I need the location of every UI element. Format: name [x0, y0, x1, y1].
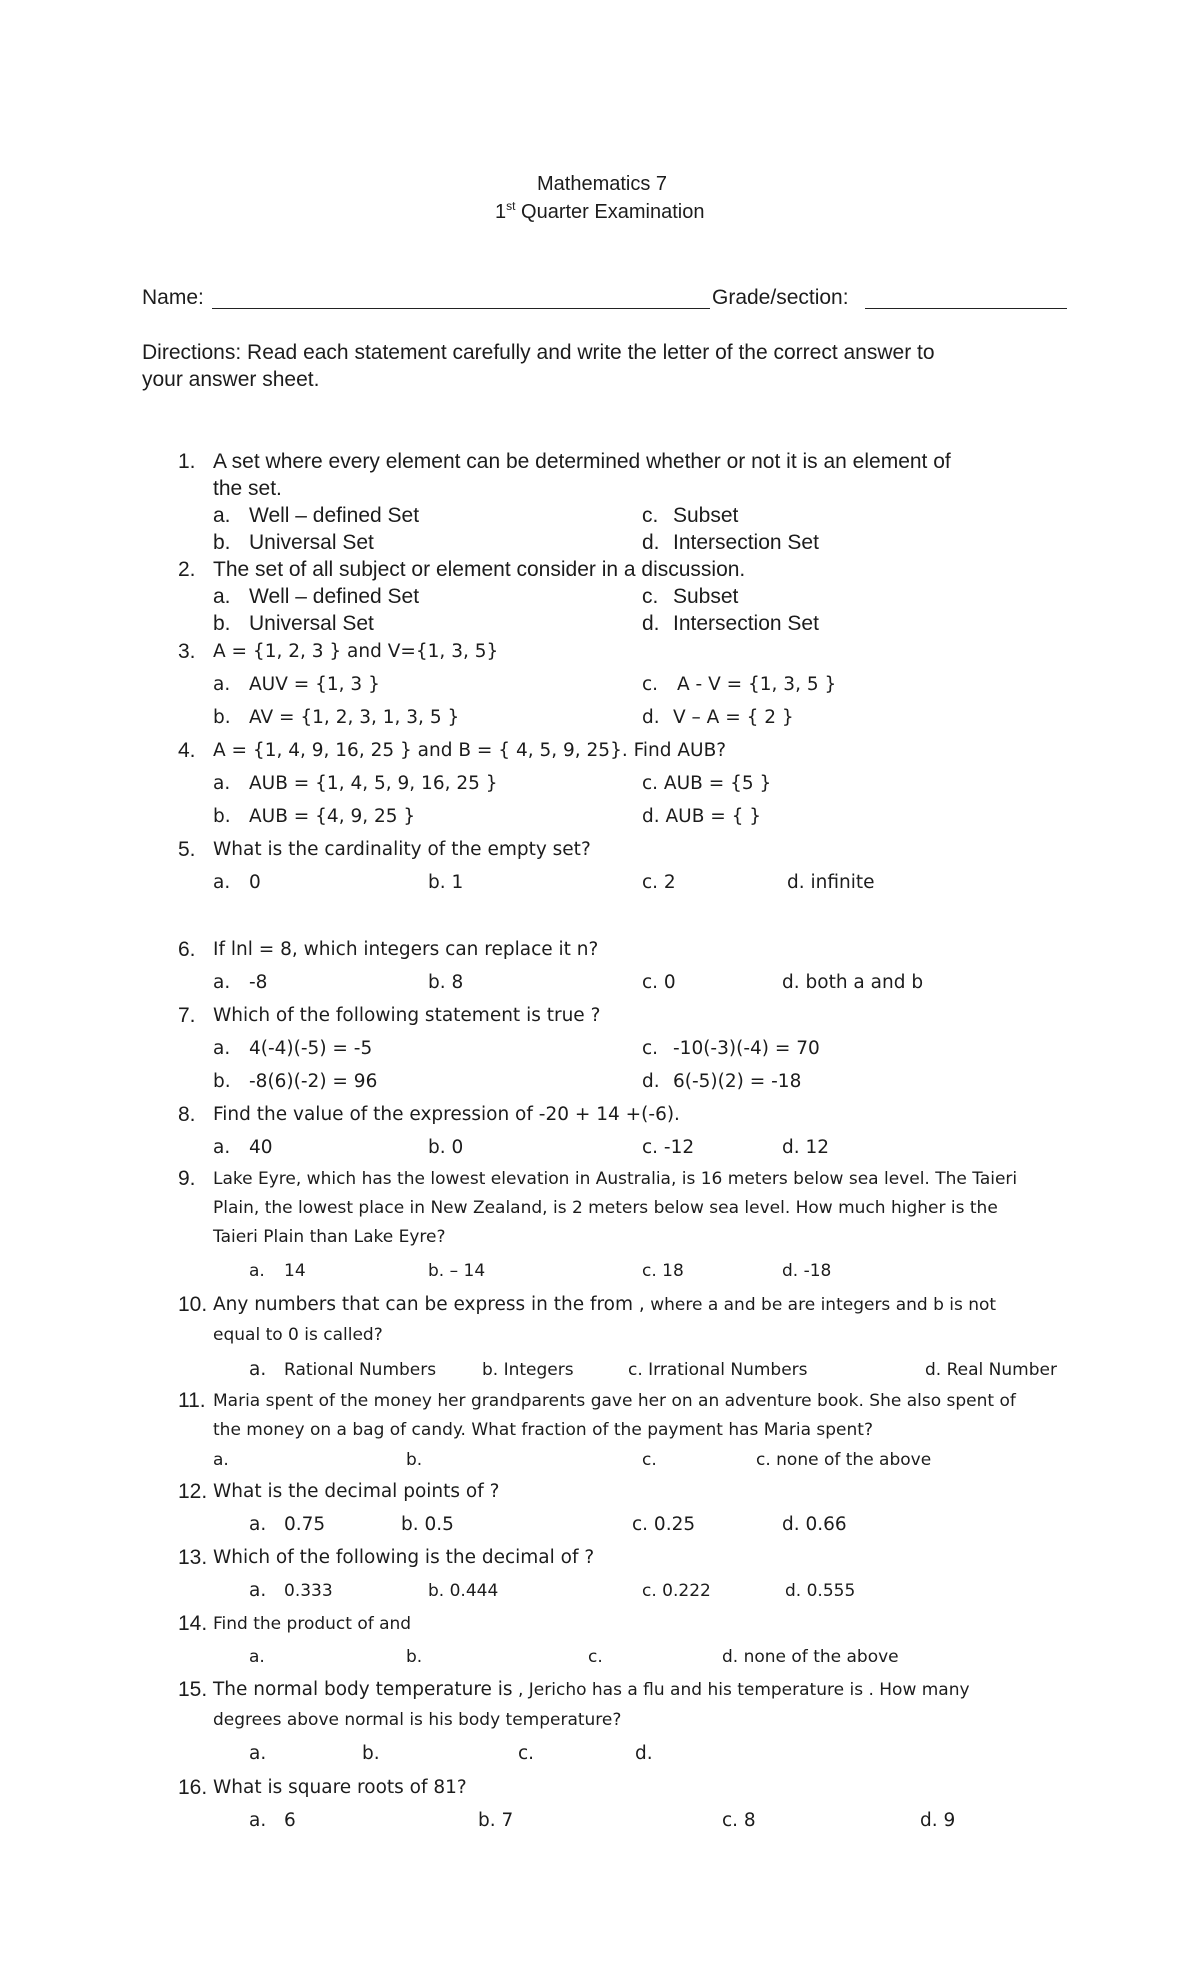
q7-choice-d: 6(-5)(2) = -18: [673, 1071, 802, 1092]
name-label: Name:: [142, 286, 204, 309]
q1-choice-b: Universal Set: [249, 531, 374, 554]
q11-number: 11.: [178, 1389, 206, 1412]
q14-choice-d: d. none of the above: [722, 1647, 899, 1667]
q12-text: What is the decimal points of ?: [213, 1481, 500, 1502]
q9-choice-c: c. 18: [642, 1261, 684, 1281]
q12-choice-d: d. 0.66: [782, 1514, 847, 1535]
q9-text-line-3: Taieri Plain than Lake Eyre?: [213, 1227, 446, 1247]
q5-choice-d: d. infinite: [787, 872, 875, 893]
q11-text-line-1: Maria spent of the money her grandparents gave her on an adventure book. She also spent of: [213, 1391, 1016, 1411]
q1-choice-c: Subset: [673, 504, 739, 527]
q8-choice-a-letter: a.: [213, 1137, 231, 1158]
q10-choice-d: d. Real Number: [925, 1360, 1057, 1380]
grade-section-label: Grade/section:: [712, 286, 849, 309]
q2-choice-d: Intersection Set: [673, 612, 819, 635]
q11-choice-c: c.: [642, 1450, 657, 1470]
q6-choice-a: -8: [249, 972, 268, 993]
exam-quarter: [495, 201, 704, 224]
q4-number: 4.: [178, 739, 196, 762]
q7-choice-c: -10(-3)(-4) = 70: [673, 1038, 820, 1059]
q8-number: 8.: [178, 1103, 196, 1126]
q3-number: 3.: [178, 640, 196, 663]
q9-choice-b: b. – 14: [428, 1261, 486, 1281]
q12-choice-a: 0.75: [284, 1514, 326, 1535]
q6-choice-a-letter: a.: [213, 972, 231, 993]
q15-choice-a: a.: [249, 1743, 267, 1764]
q1-choice-d: Intersection Set: [673, 531, 819, 554]
q10-choice-b: b. Integers: [482, 1360, 574, 1380]
q7-choice-d-letter: d.: [642, 1071, 660, 1092]
q8-choice-d: d. 12: [782, 1137, 830, 1158]
q7-choice-c-letter: c.: [642, 1038, 659, 1059]
q7-choice-b: -8(6)(-2) = 96: [249, 1071, 378, 1092]
q8-choice-b: b. 0: [428, 1137, 464, 1158]
q16-text: What is square roots of 81?: [213, 1777, 467, 1798]
q5-choice-a: 0: [249, 872, 261, 893]
q13-choice-a: 0.333: [284, 1581, 333, 1601]
q10-choice-a: Rational Numbers: [284, 1360, 437, 1380]
directions-line-1: Directions: Read each statement carefully and write the letter of the correct answer to: [142, 341, 935, 364]
q10-text-lead: Any numbers that can be express in the from ,: [213, 1294, 645, 1315]
q5-text: What is the cardinality of the empty set?: [213, 839, 591, 860]
q2-text: The set of all subject or element consider in a discussion.: [213, 558, 746, 581]
q9-text-line-1: Lake Eyre, which has the lowest elevation in Australia, is 16 meters below sea level. The Taieri: [213, 1169, 1018, 1189]
q6-choice-d: d. both a and b: [782, 972, 924, 993]
q13-choice-b: b. 0.444: [428, 1581, 499, 1601]
q3-choice-a: AUV = {1, 3 }: [249, 674, 380, 695]
q1-choice-c-letter: c.: [642, 504, 659, 527]
q13-choice-d: d. 0.555: [785, 1581, 856, 1601]
q4-choice-a: AUB = {1, 4, 5, 9, 16, 25 }: [249, 773, 498, 794]
quarter-superscript: st: [506, 199, 516, 213]
q10-number: 10.: [178, 1293, 208, 1316]
q10-choice-a-letter: a.: [249, 1359, 267, 1380]
q9-choice-a: 14: [284, 1261, 306, 1281]
q1-text-line-1: A set where every element can be determined whether or not it is an element of: [213, 450, 951, 473]
q1-text-line-2: the set.: [213, 477, 282, 500]
q1-choice-a-letter: a.: [213, 504, 231, 527]
q3-choice-a-letter: a.: [213, 674, 231, 695]
q6-choice-c: c. 0: [642, 972, 676, 993]
q5-choice-b: b. 1: [428, 872, 464, 893]
q13-choice-a-letter: a.: [249, 1580, 267, 1601]
exam-subject: Mathematics 7: [537, 173, 668, 195]
q15-text-line-1: [213, 1679, 970, 1700]
q12-choice-b: b. 0.5: [401, 1514, 454, 1535]
quarter-label: Quarter Examination: [515, 201, 705, 223]
q7-choice-b-letter: b.: [213, 1071, 231, 1092]
q15-number: 15.: [178, 1678, 208, 1701]
quarter-number: 1: [495, 201, 507, 223]
q2-choice-b-letter: b.: [213, 612, 231, 635]
q4-choice-c: c. AUB = {5 }: [642, 773, 772, 794]
q8-text: Find the value of the expression of -20 + 14 +(-6).: [213, 1104, 680, 1125]
q3-choice-d: V – A = { 2 }: [673, 707, 794, 728]
q4-text: A = {1, 4, 9, 16, 25 } and B = { 4, 5, 9, 25}. Find AUB?: [213, 740, 727, 761]
q16-choice-c: c. 8: [722, 1810, 756, 1831]
q7-choice-a: 4(-4)(-5) = -5: [249, 1038, 373, 1059]
q8-choice-a: 40: [249, 1137, 273, 1158]
q14-choice-c: c.: [588, 1647, 603, 1667]
q9-number: 9.: [178, 1167, 196, 1190]
q9-choice-d: d. -18: [782, 1261, 832, 1281]
q15-text-line-2: degrees above normal is his body temperature?: [213, 1710, 622, 1730]
q15-choice-d: d.: [635, 1743, 653, 1764]
q5-number: 5.: [178, 838, 196, 861]
q13-number: 13.: [178, 1546, 208, 1569]
q4-choice-a-letter: a.: [213, 773, 231, 794]
q16-choice-a: 6: [284, 1810, 296, 1831]
q15-text-lead: The normal body temperature is: [213, 1679, 513, 1700]
q12-number: 12.: [178, 1480, 208, 1503]
q1-choice-d-letter: d.: [642, 531, 660, 554]
q15-text-rest: , Jericho has a flu and his temperature is . How many: [512, 1680, 970, 1700]
q9-choice-a-letter: a.: [249, 1261, 265, 1281]
q7-choice-a-letter: a.: [213, 1038, 231, 1059]
q2-choice-b: Universal Set: [249, 612, 374, 635]
q7-number: 7.: [178, 1004, 196, 1027]
q14-choice-b: b.: [406, 1647, 423, 1667]
directions-line-2: your answer sheet.: [142, 368, 320, 391]
q1-choice-a: Well – defined Set: [249, 504, 420, 527]
q10-text-rest: where a and be are integers and b is not: [644, 1295, 997, 1315]
q2-choice-a-letter: a.: [213, 585, 231, 608]
q14-text: Find the product of and: [213, 1614, 412, 1634]
q2-choice-d-letter: d.: [642, 612, 660, 635]
q10-choice-c: c. Irrational Numbers: [628, 1360, 808, 1380]
q11-choice-d: c. none of the above: [756, 1450, 932, 1470]
q15-choice-b: b.: [362, 1743, 380, 1764]
q2-choice-a: Well – defined Set: [249, 585, 420, 608]
q5-choice-a-letter: a.: [213, 872, 231, 893]
q2-choice-c: Subset: [673, 585, 739, 608]
q13-text: Which of the following is the decimal of ?: [213, 1547, 595, 1568]
q3-choice-b: AV = {1, 2, 3, 1, 3, 5 }: [249, 707, 460, 728]
q10-text-line-1: [213, 1294, 996, 1315]
q16-choice-a-letter: a.: [249, 1810, 267, 1831]
q4-choice-d: d. AUB = { }: [642, 806, 762, 827]
q6-text: If lnl = 8, which integers can replace it n?: [213, 939, 599, 960]
q15-choice-c: c.: [518, 1743, 535, 1764]
q4-choice-b-letter: b.: [213, 806, 231, 827]
q7-text: Which of the following statement is true ?: [213, 1005, 601, 1026]
q3-text: A = {1, 2, 3 } and V={1, 3, 5}: [213, 641, 499, 662]
q3-choice-b-letter: b.: [213, 707, 231, 728]
grade-section-blank[interactable]: [865, 308, 1067, 309]
q4-choice-b: AUB = {4, 9, 25 }: [249, 806, 416, 827]
q14-number: 14.: [178, 1612, 208, 1635]
q3-choice-c-letter: c.: [642, 674, 659, 695]
q16-choice-b: b. 7: [478, 1810, 514, 1831]
q10-text-line-2: equal to 0 is called?: [213, 1325, 383, 1345]
q6-choice-b: b. 8: [428, 972, 464, 993]
q5-choice-c: c. 2: [642, 872, 676, 893]
name-blank[interactable]: [212, 308, 710, 309]
q9-text-line-2: Plain, the lowest place in New Zealand, is 2 meters below sea level. How much higher is the: [213, 1198, 998, 1218]
q1-choice-b-letter: b.: [213, 531, 231, 554]
q6-number: 6.: [178, 938, 196, 961]
q8-choice-c: c. -12: [642, 1137, 695, 1158]
q11-choice-b: b.: [406, 1450, 423, 1470]
q3-choice-d-letter: d.: [642, 707, 660, 728]
q2-choice-c-letter: c.: [642, 585, 659, 608]
q3-choice-c: A - V = {1, 3, 5 }: [677, 674, 837, 695]
q12-choice-c: c. 0.25: [632, 1514, 696, 1535]
q11-choice-a: a.: [213, 1450, 229, 1470]
q12-choice-a-letter: a.: [249, 1514, 267, 1535]
q1-number: 1.: [178, 450, 196, 473]
q16-number: 16.: [178, 1776, 208, 1799]
q16-choice-d: d. 9: [920, 1810, 956, 1831]
q13-choice-c: c. 0.222: [642, 1581, 711, 1601]
q14-choice-a: a.: [249, 1647, 265, 1667]
q11-text-line-2: the money on a bag of candy. What fraction of the payment has Maria spent?: [213, 1420, 873, 1440]
q2-number: 2.: [178, 558, 196, 581]
